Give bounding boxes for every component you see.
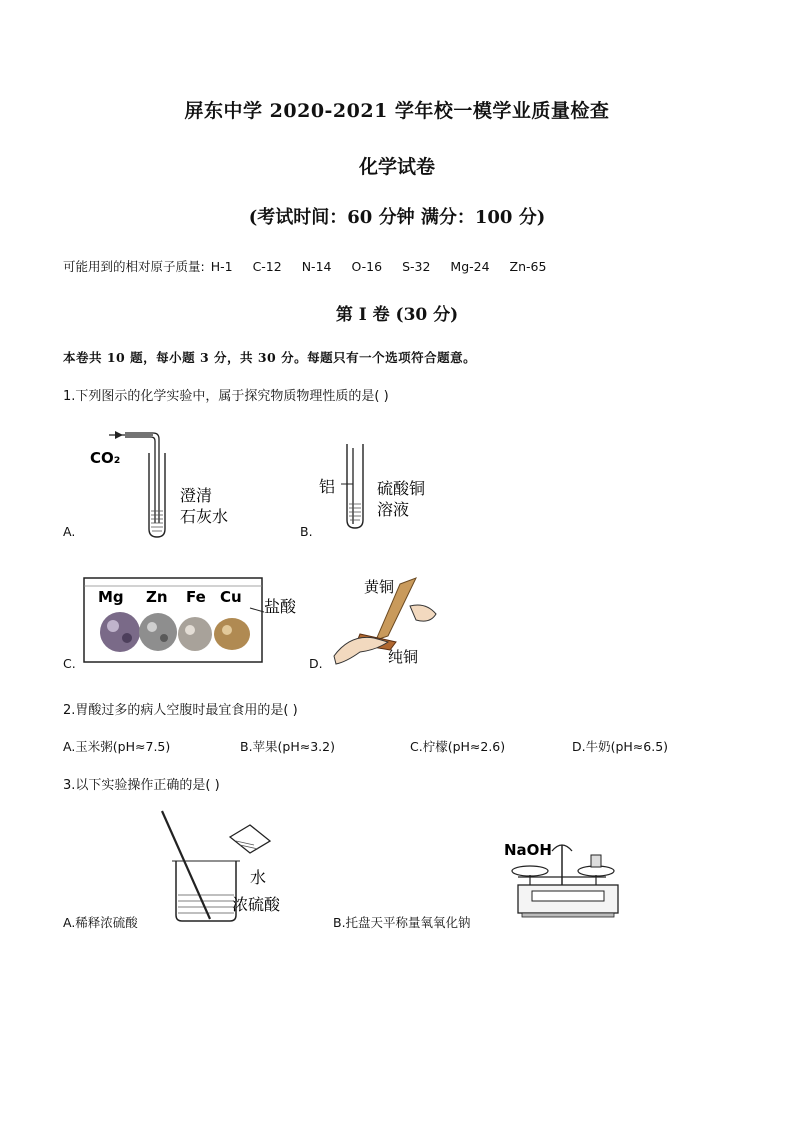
q1-c-text: Cu [220, 588, 242, 606]
q1-option-d-figure [330, 572, 450, 672]
q1-c-text: Mg [98, 588, 124, 606]
atomic-mass-item: Zn-65 [509, 259, 547, 274]
q1-a-text: 澄清 [180, 486, 213, 505]
q1-a-co2-text: CO₂ [90, 449, 121, 467]
atomic-mass-label: 可能用到的相对原子质量: [63, 259, 205, 274]
q1-b-text: 铝 [319, 477, 336, 496]
exam-title: 屏东中学 2020-2021 学年校一模学业质量检查 [184, 100, 610, 122]
q3-option-a-figure [150, 805, 300, 925]
q3-b-text: NaOH [504, 841, 552, 859]
q1-b-text: 溶液 [377, 500, 410, 519]
q1-option-c-label: C. [63, 656, 76, 671]
atomic-mass-item: N-14 [301, 259, 332, 274]
q1-c-text: Zn [146, 588, 168, 606]
q1-option-a-figure [85, 425, 255, 543]
q1-option-a-label: A. [63, 524, 76, 539]
atomic-mass-item: H-1 [210, 259, 233, 274]
q1-d-text: 纯铜 [388, 648, 419, 666]
question-2-stem: 2.胃酸过多的病人空腹时最宜食用的是( ) [63, 703, 298, 718]
q1-a-text: 石灰水 [180, 507, 229, 526]
q2-option-a: A.玉米粥(pH≈7.5) [63, 739, 171, 754]
q3-a-text: 浓硫酸 [232, 895, 281, 914]
q3-a-text: 水 [250, 868, 267, 887]
q1-c-text: Fe [186, 588, 206, 606]
q1-option-c-figure [80, 572, 305, 667]
q1-c-text: 盐酸 [264, 597, 297, 616]
q1-option-b-label: B. [300, 524, 313, 539]
atomic-mass-item: O-16 [351, 259, 383, 274]
q3-option-a-label: A.稀释浓硫酸 [63, 915, 138, 930]
atomic-mass-item: S-32 [402, 259, 431, 274]
q3-option-b-figure [500, 835, 640, 925]
q1-d-text: 黄铜 [364, 578, 395, 596]
atomic-mass-line [63, 257, 562, 275]
section-instructions: 本卷共 10 题，每小题 3 分，共 30 分。每题只有一个选项符合题意。 [63, 350, 477, 365]
q3-option-b-label: B.托盘天平称量氧氧化钠 [333, 915, 471, 930]
exam-info: (考试时间：60 分钟 满分：100 分) [248, 207, 546, 228]
q1-option-d-label: D. [309, 656, 323, 671]
q2-option-b: B.苹果(pH≈3.2) [240, 739, 335, 754]
exam-subtitle: 化学试卷 [358, 156, 435, 178]
atomic-mass-item: Mg-24 [450, 259, 490, 274]
q1-b-text: 硫酸铜 [377, 479, 426, 498]
section-title: 第 I 卷 (30 分) [335, 305, 459, 325]
q1-option-b-figure [315, 440, 445, 536]
q2-option-c: C.柠檬(pH≈2.6) [410, 739, 506, 754]
question-3-stem: 3.以下实验操作正确的是( ) [63, 778, 220, 793]
atomic-mass-item: C-12 [252, 259, 282, 274]
question-1-stem: 1.下列图示的化学实验中，属于探究物质物理性质的是( ) [63, 389, 389, 404]
q2-option-d: D.牛奶(pH≈6.5) [572, 739, 669, 754]
